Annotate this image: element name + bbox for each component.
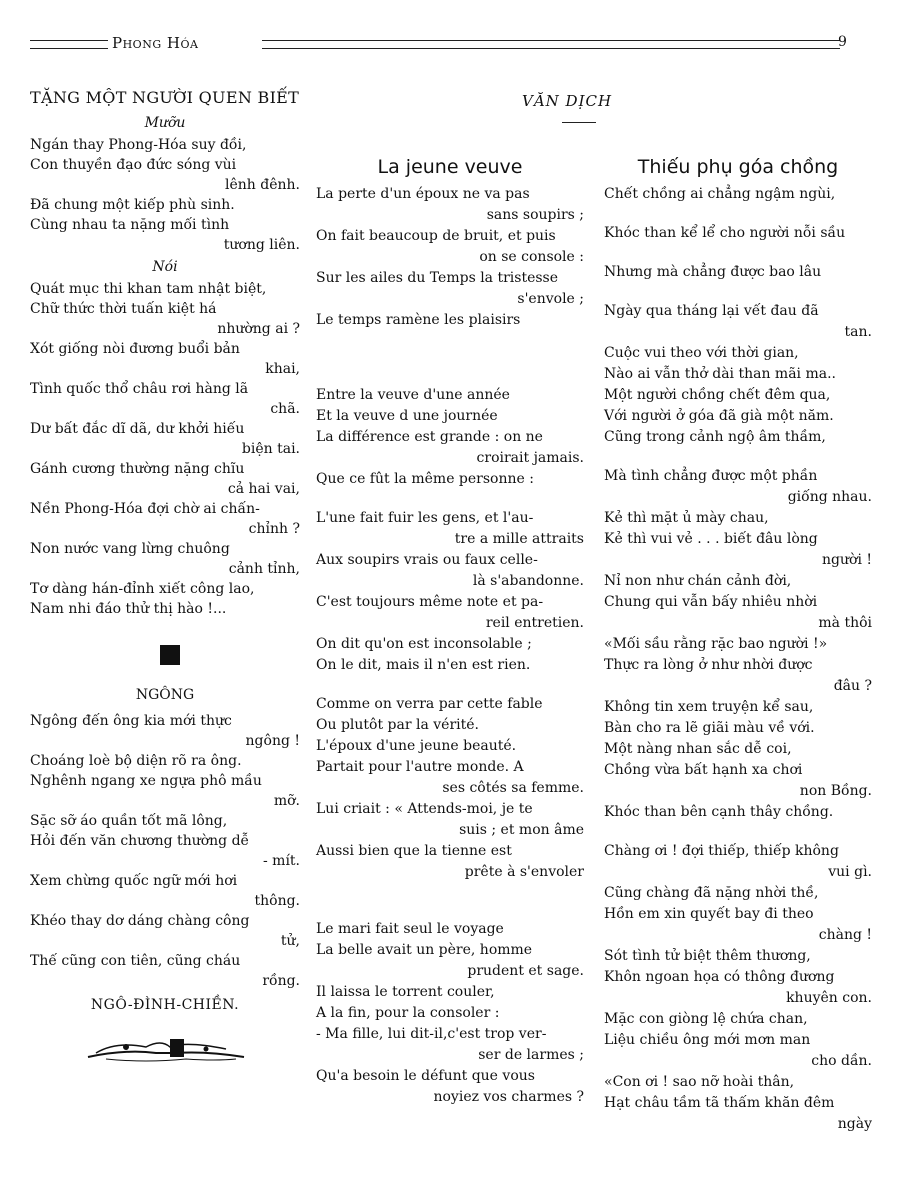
intro-lines [30,135,300,255]
poem-line-text: Kẻ thì mặt ủ mày chau, [604,510,769,526]
poem-line-text: La perte d'un époux ne va pas [316,186,530,202]
stanza-gap [316,367,584,385]
page-header [30,34,870,54]
separator-square-icon [160,645,180,665]
poem-line [316,841,584,883]
poem-line [316,226,584,268]
poem-line [30,339,300,379]
poem-line [316,1024,584,1066]
poem-line-text: Nam nhi đáo thử thị hào !... [30,601,227,617]
poem-line-text: Ngày qua tháng lại vết đau đã [604,303,819,319]
poem-line [30,379,300,419]
poem-line-text: L'une fait fuir les gens, et l'au- [316,510,534,526]
poem-line [604,904,872,946]
poem-line-continuation: lênh đênh. [225,177,300,193]
poem-line-continuation: non Bồng. [799,783,872,799]
french-column [316,150,584,1108]
vietnamese-lines [604,184,872,1135]
poem-line-text: Comme on verra par cette fable [316,696,543,712]
poem-line [604,718,872,739]
poem-line [30,771,300,811]
poem-line-text: Tơ dàng hán-đỉnh xiết công lao, [30,581,255,597]
poem-line [604,343,872,364]
poem-line-continuation: tan. [844,324,872,340]
poem-line-continuation: chỉnh ? [248,521,300,537]
poem-line [604,427,872,448]
poem-line [604,364,872,385]
section-title: VĂN DỊCH [522,92,613,110]
poem-line-text: Que ce fût la même personne : [316,471,534,487]
poem-line-text: Gánh cương thường nặng chĩu [30,461,245,477]
poem-line-continuation: người ! [822,552,872,568]
french-lines [316,184,584,1108]
poem-line [30,135,300,155]
poem-line-text: Khéo thay dơ dáng chàng công [30,913,250,929]
intro-label: Mưỡu [144,115,186,131]
poem-line [316,184,584,226]
poem-line [30,499,300,539]
poem-line [316,799,584,841]
poem-line [604,466,872,508]
poem-line-text: Xem chừng quốc ngữ mới hơi [30,873,238,889]
poem-line-text: Mà tình chẳng được một phần [604,468,818,484]
poem-line [30,155,300,195]
poem-line-continuation: chã. [270,401,300,417]
poem-line-text: Lui criait : « Attends-moi, je te [316,801,533,817]
poem-line [30,299,300,339]
poem-line-text: Sur les ailes du Temps la tristesse [316,270,559,286]
poem-line-continuation: vui gì. [828,864,872,880]
poem-line [316,1003,584,1024]
poem-line-text: Đã chung một kiếp phù sinh. [30,197,235,213]
poem-line-continuation: biện tai. [241,441,300,457]
poem-line-continuation: mà thôi [818,615,872,631]
poem-line-continuation: ngày [837,1116,872,1132]
poem-line-continuation: noyiez vos charmes ? [433,1089,584,1105]
vietnamese-column [604,150,872,1135]
poem-line-text: A la fin, pour la consoler : [316,1005,500,1021]
poem-line-text: - Ma fille, lui dit-il,c'est trop ver- [316,1026,547,1042]
poem-line [316,634,584,655]
poem-line-text: Kẻ thì vui vẻ . . . biết đâu lòng [604,531,818,547]
poem-line-continuation: reil entretien. [485,615,584,631]
page-number: 9 [838,34,847,50]
poem-line [30,831,300,871]
poem-line-continuation: - mít. [262,853,300,869]
poem-line [316,406,584,427]
poem-line [604,1030,872,1072]
poem-line-text: Nỉ non như chán cảnh đời, [604,573,792,589]
poem-line-text: Entre la veuve d'une année [316,387,510,403]
poem-line-text: On le dit, mais il n'en est rien. [316,657,531,673]
poem-line-continuation: tử, [280,933,300,949]
poem-line-continuation: đâu ? [833,678,872,694]
poem-line-text: Không tin xem truyện kể sau, [604,699,814,715]
poem-line-text: Sặc sỡ áo quần tốt mã lông, [30,813,228,829]
poem-line [316,508,584,550]
left-column [30,88,300,1071]
poem-line [316,655,584,676]
poem-line [316,550,584,592]
poem-line [30,579,300,599]
header-rule-right [262,40,840,49]
poem-line-text: Partait pour l'autre monde. A [316,759,524,775]
poem-line [316,385,584,406]
poem-line-continuation: nhường ai ? [217,321,300,337]
poem-line [316,268,584,310]
poem-line [604,406,872,427]
poem-line-text: Chết chồng ai chẳng ngậm ngùi, [604,186,836,202]
poem-line-text: Quát mục thi khan tam nhật biệt, [30,281,267,297]
poem-line-text: Nhưng mà chẳng được bao lâu [604,264,822,280]
french-poem-title: La jeune veuve [377,156,523,178]
stanza-gap [604,283,872,301]
poem-line-text: Thế cũng con tiên, cũng cháu [30,953,241,969]
poem-line [316,736,584,757]
poem-line-continuation: rồng. [262,973,300,989]
poem-line [316,757,584,799]
poem-line-text: Mặc con giòng lệ chứa chan, [604,1011,808,1027]
stanza-gap [316,349,584,367]
poem-line-continuation: cả hai vai, [227,481,300,497]
poem-line-continuation: on se console : [479,249,584,265]
poem-line [30,911,300,951]
poem-line-continuation: tương liên. [223,237,300,253]
ornament-icon [86,1027,300,1071]
poem-line [604,802,872,823]
stanza-gap [316,883,584,901]
poem-line-text: C'est toujours même note et pa- [316,594,544,610]
poem-line [604,223,872,244]
poem-line-text: On dit qu'on est inconsolable ; [316,636,532,652]
poem-line [30,871,300,911]
poem-line-text: Với người ở góa đã già một năm. [604,408,834,424]
poem-line [30,711,300,751]
poem-line [604,385,872,406]
poem-line-continuation: khai, [265,361,300,377]
poem-line [604,1093,872,1135]
poem-line-text: Con thuyền đạo đức sóng vùi [30,157,237,173]
poem-line-text: Nào ai vẫn thở dài than mãi ma.. [604,366,836,382]
poem-line [604,739,872,760]
poem-line-text: Cũng chàng đã nặng nhời thề, [604,885,819,901]
poem-line-text: Hỏi đến văn chương thường dễ [30,833,250,849]
poem-line-text: Le mari fait seul le voyage [316,921,504,937]
poem-line [604,262,872,283]
header-rule-left [30,40,108,49]
poem-line [604,508,872,529]
poem-line-text: Ou plutôt par la vérité. [316,717,479,733]
poem-line-continuation: mỡ. [273,793,300,809]
body-label: Nói [152,259,178,275]
poem-line [316,310,584,331]
poem-line-continuation: thông. [254,893,300,909]
poem-line [30,951,300,991]
body-lines [30,279,300,619]
poem-line-text: Aussi bien que la tienne est [316,843,512,859]
poem-line [30,215,300,255]
poem-line-text: Chữ thức thời tuấn kiệt há [30,301,217,317]
poem-line-text: Khóc than kể lể cho người nỗi sầu [604,225,846,241]
poem-line-text: Chàng ơi ! đợi thiếp, thiếp không [604,843,839,859]
poem-line-text: Hồn em xin quyết bay đi theo [604,906,814,922]
poem-line [30,811,300,831]
poem-line-continuation: là s'abandonne. [472,573,584,589]
poem-line [316,592,584,634]
poem-line-text: Chồng vừa bất hạnh xa chơi [604,762,803,778]
poem-line [604,655,872,697]
poem-line-continuation: ngông ! [245,733,300,749]
poem-line-text: Hạt châu tầm tã thấm khăn đêm [604,1095,835,1111]
poem-line [604,697,872,718]
poem-line [604,967,872,1009]
poem-line [604,301,872,343]
poem-line-continuation: s'envole ; [517,291,584,307]
poem-line-text: On fait beaucoup de bruit, et puis [316,228,556,244]
poem-line [604,592,872,634]
poem-line-text: «Mối sầu rằng rặc bao người !» [604,636,828,652]
poem-line-text: Khôn ngoan họa có thông đương [604,969,835,985]
stanza-gap [316,676,584,694]
poem-line-text: Thực ra lòng ở như nhời được [604,657,813,673]
poem-line-continuation: giống nhau. [787,489,872,505]
poem-line [316,694,584,715]
poem-line-continuation: croirait jamais. [476,450,584,466]
poem-line [30,279,300,299]
stanza-gap [604,244,872,262]
poem-line [316,982,584,1003]
poem-line-text: Một nàng nhan sắc dễ coi, [604,741,792,757]
author-signature: NGÔ-ĐÌNH-CHIỀN. [90,997,240,1013]
poem-line-text: Qu'a besoin le défunt que vous [316,1068,535,1084]
poem-line-text: «Con ơi ! sao nỡ hoài thân, [604,1074,795,1090]
poem-line [316,469,584,490]
poem-line-text: Một người chồng chết đêm qua, [604,387,831,403]
stanza-gap [316,490,584,508]
poem-line-text: Le temps ramène les plaisirs [316,312,521,328]
poem-line-text: Cuộc vui theo với thời gian, [604,345,799,361]
poem-line-text: Chung qui vẫn bấy nhiêu nhời [604,594,818,610]
poem-line [604,571,872,592]
poem-line-text: Dư bất đắc dĩ dã, dư khởi hiếu [30,421,245,437]
poem-line-text: Cùng nhau ta nặng mối tình [30,217,230,233]
stanza-gap [316,901,584,919]
stanza-gap [604,823,872,841]
poem-line-continuation: prête à s'envoler [464,864,584,880]
poem-line [604,1009,872,1030]
poem-line [316,1066,584,1108]
poem-line-text: Ngông đến ông kia mới thực [30,713,232,729]
poem-line [30,419,300,459]
vietnamese-poem-title: Thiếu phụ góa chồng [637,156,839,178]
poem-line [30,599,300,619]
masthead: Phong Hóa [112,34,199,52]
poem-line [604,634,872,655]
ngong-lines [30,711,300,991]
poem-line-text: Tình quốc thổ châu rơi hàng lã [30,381,249,397]
poem-line-text: Xót giống nòi đương buổi bản [30,341,240,357]
ngong-title: NGÔNG [135,687,195,703]
poem-line-text: Cũng trong cảnh ngộ âm thầm, [604,429,826,445]
poem-line [604,529,872,571]
poem-line-text: La belle avait un père, homme [316,942,533,958]
poem-line-continuation: khuyên con. [786,990,872,1006]
poem-line-text: Il laissa le torrent couler, [316,984,495,1000]
poem-line [30,459,300,499]
poem-line [604,946,872,967]
poem-line [316,427,584,469]
poem-line-text: Nghênh ngang xe ngựa phô mầu [30,773,262,789]
poem-line-continuation: ses côtés sa femme. [442,780,584,796]
poem-line-text: Et la veuve d une journée [316,408,498,424]
poem-line [604,1072,872,1093]
poem-line-text: Aux soupirs vrais ou faux celle- [316,552,538,568]
poem-line-continuation: cảnh tỉnh, [228,561,300,577]
poem-line-text: Sót tình tử biệt thêm thương, [604,948,811,964]
stanza-gap [316,331,584,349]
poem-line-continuation: ser de larmes ; [478,1047,584,1063]
poem-line [30,751,300,771]
stanza-gap [604,205,872,223]
poem-line [604,883,872,904]
poem-line-continuation: suis ; et mon âme [459,822,584,838]
poem-line-text: Nền Phong-Hóa đợi chờ ai chấn- [30,501,260,517]
stanza-gap [604,448,872,466]
left-poem-title: TẶNG MỘT NGƯỜI QUEN BIẾT [30,88,300,107]
poem-line-text: Non nước vang lừng chuông [30,541,230,557]
poem-line-continuation: chàng ! [818,927,872,943]
poem-line [316,940,584,982]
poem-line-continuation: sans soupirs ; [486,207,584,223]
poem-line [604,841,872,883]
poem-line-continuation: prudent et sage. [467,963,584,979]
poem-line-continuation: tre a mille attraits [454,531,584,547]
poem-line [316,919,584,940]
poem-line [30,195,300,215]
poem-line [316,715,584,736]
poem-line-continuation: cho dần. [811,1053,872,1069]
poem-line-text: Liệu chiều ông mới mơn man [604,1032,811,1048]
poem-line-text: La différence est grande : on ne [316,429,543,445]
poem-line [30,539,300,579]
poem-line-text: L'époux d'une jeune beauté. [316,738,517,754]
poem-line-text: Bàn cho ra lẽ giãi màu về với. [604,720,815,736]
poem-line-text: Ngán thay Phong-Hóa suy đồi, [30,137,247,153]
poem-line [604,760,872,802]
section-rule [562,122,596,123]
poem-line-text: Khóc than bên cạnh thây chồng. [604,804,834,820]
poem-line-text: Choáng loè bộ diện rõ ra ông. [30,753,242,769]
poem-line [604,184,872,205]
